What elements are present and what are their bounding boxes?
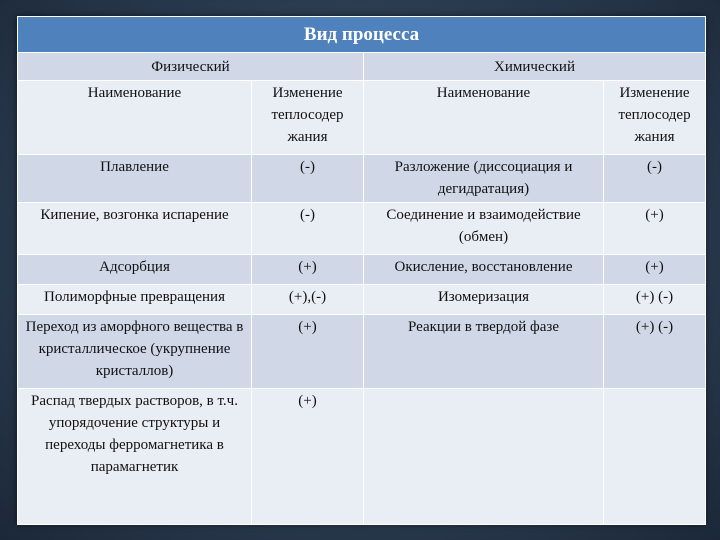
cell-chem-enthalpy: (-) — [604, 155, 706, 203]
table-row — [18, 285, 706, 315]
cell-phys-enthalpy: (+) — [252, 255, 364, 285]
cell-chem-enthalpy: (+) (-) — [604, 315, 706, 389]
cell-chem-enthalpy: (+) — [604, 255, 706, 285]
cell-phys-name: Распад твердых растворов, в т.ч. упорядочение структуры и переходы ферромагнетика в парамагнетик — [18, 389, 252, 525]
cell-phys-name: Плавление — [18, 155, 252, 203]
table-title: Вид процесса — [18, 17, 706, 53]
cell-phys-name: Переход из аморфного вещества в кристаллическое (укрупнение кристаллов) — [18, 315, 252, 389]
cell-chem-name — [364, 389, 604, 525]
cell-chem-enthalpy: (+) — [604, 203, 706, 255]
cell-chem-enthalpy: (+) (-) — [604, 285, 706, 315]
table-row — [18, 155, 706, 203]
cell-chem-enthalpy — [604, 389, 706, 525]
col-header-chem-enthalpy: Изменение теплосодер жания — [604, 81, 706, 155]
cell-phys-enthalpy: (+),(-) — [252, 285, 364, 315]
col-header-phys-enthalpy: Изменение теплосодер жания — [252, 81, 364, 155]
cell-phys-enthalpy: (+) — [252, 389, 364, 525]
table-row — [18, 203, 706, 255]
cell-phys-enthalpy: (-) — [252, 155, 364, 203]
col-header-phys-name: Наименование — [18, 81, 252, 155]
cell-phys-name: Кипение, возгонка испарение — [18, 203, 252, 255]
group-chemical: Химический — [364, 53, 706, 81]
table-row — [18, 389, 706, 525]
cell-chem-name: Окисление, восстановление — [364, 255, 604, 285]
cell-chem-name: Соединение и взаимодействие (обмен) — [364, 203, 604, 255]
group-row — [18, 53, 706, 81]
process-table-container — [17, 16, 705, 524]
cell-phys-name: Адсорбция — [18, 255, 252, 285]
cell-phys-enthalpy: (-) — [252, 203, 364, 255]
cell-chem-name: Реакции в твердой фазе — [364, 315, 604, 389]
cell-phys-name: Полиморфные превращения — [18, 285, 252, 315]
table-row — [18, 255, 706, 285]
cell-chem-name: Изомеризация — [364, 285, 604, 315]
col-header-chem-name: Наименование — [364, 81, 604, 155]
cell-chem-name: Разложение (диссоциация и дегидратация) — [364, 155, 604, 203]
group-physical: Физический — [18, 53, 364, 81]
process-table — [17, 16, 706, 525]
table-row — [18, 315, 706, 389]
column-header-row — [18, 81, 706, 155]
cell-phys-enthalpy: (+) — [252, 315, 364, 389]
title-row — [18, 17, 706, 53]
